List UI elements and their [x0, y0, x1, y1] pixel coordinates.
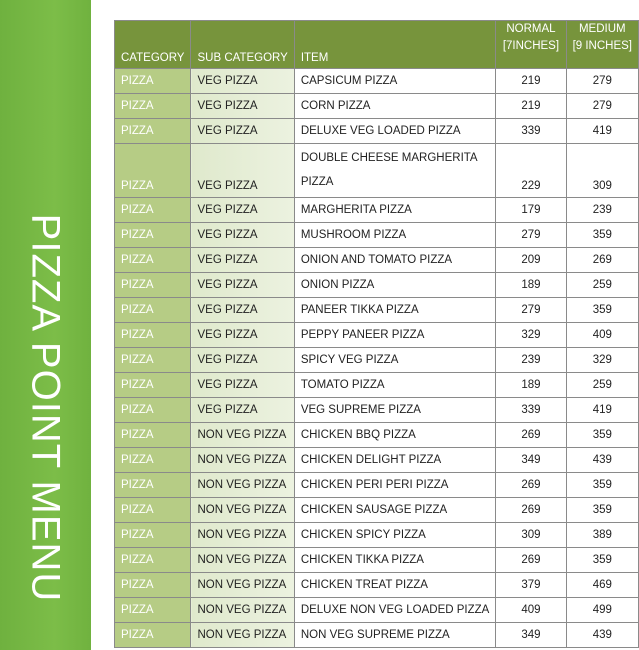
category-cell: PIZZA	[115, 523, 191, 548]
header-row	[115, 21, 639, 69]
sub-category-cell: VEG PIZZA	[191, 398, 294, 423]
table-row	[115, 623, 639, 648]
menu-table	[114, 20, 639, 648]
sub-category-cell: VEG PIZZA	[191, 373, 294, 398]
table-row	[115, 273, 639, 298]
header-normal-size: [7INCHES]	[502, 40, 560, 52]
medium-price-cell: 409	[566, 323, 638, 348]
category-cell: PIZZA	[115, 598, 191, 623]
normal-price-cell: 229	[496, 144, 566, 198]
sub-category-cell: NON VEG PIZZA	[191, 598, 294, 623]
category-cell: PIZZA	[115, 94, 191, 119]
item-cell: CHICKEN TIKKA PIZZA	[294, 548, 496, 573]
normal-price-cell: 219	[496, 94, 566, 119]
item-cell: CHICKEN BBQ PIZZA	[294, 423, 496, 448]
table-row	[115, 223, 639, 248]
sub-category-cell: NON VEG PIZZA	[191, 448, 294, 473]
item-cell: CORN PIZZA	[294, 94, 496, 119]
medium-price-cell: 359	[566, 423, 638, 448]
medium-price-cell: 359	[566, 223, 638, 248]
table-row	[115, 348, 639, 373]
table-row	[115, 473, 639, 498]
medium-price-cell: 279	[566, 94, 638, 119]
normal-price-cell: 209	[496, 248, 566, 273]
sub-category-cell: VEG PIZZA	[191, 144, 294, 198]
table-row	[115, 119, 639, 144]
table-row	[115, 573, 639, 598]
category-cell: PIZZA	[115, 198, 191, 223]
category-cell: PIZZA	[115, 323, 191, 348]
sub-category-cell: VEG PIZZA	[191, 119, 294, 144]
medium-price-cell: 499	[566, 598, 638, 623]
medium-price-cell: 309	[566, 144, 638, 198]
normal-price-cell: 349	[496, 623, 566, 648]
category-cell: PIZZA	[115, 298, 191, 323]
normal-price-cell: 309	[496, 523, 566, 548]
sub-category-cell: VEG PIZZA	[191, 273, 294, 298]
header-medium-label: MEDIUM	[578, 23, 626, 35]
item-cell: PANEER TIKKA PIZZA	[294, 298, 496, 323]
category-cell: PIZZA	[115, 144, 191, 198]
medium-price-cell: 359	[566, 548, 638, 573]
sub-category-cell: NON VEG PIZZA	[191, 623, 294, 648]
table-row	[115, 423, 639, 448]
normal-price-cell: 339	[496, 119, 566, 144]
sidebar-banner	[0, 0, 91, 650]
header-medium	[566, 21, 638, 69]
item-cell: MARGHERITA PIZZA	[294, 198, 496, 223]
category-cell: PIZZA	[115, 373, 191, 398]
normal-price-cell: 189	[496, 273, 566, 298]
medium-price-cell: 389	[566, 523, 638, 548]
item-cell: CHICKEN DELIGHT PIZZA	[294, 448, 496, 473]
category-cell: PIZZA	[115, 348, 191, 373]
medium-price-cell: 359	[566, 298, 638, 323]
table-row	[115, 598, 639, 623]
table-row	[115, 398, 639, 423]
medium-price-cell: 419	[566, 119, 638, 144]
medium-price-cell: 239	[566, 198, 638, 223]
item-cell: CHICKEN SAUSAGE PIZZA	[294, 498, 496, 523]
medium-price-cell: 279	[566, 69, 638, 94]
header-normal	[496, 21, 566, 69]
normal-price-cell: 189	[496, 373, 566, 398]
table-row	[115, 498, 639, 523]
category-cell: PIZZA	[115, 448, 191, 473]
table-row	[115, 323, 639, 348]
table-row	[115, 373, 639, 398]
medium-price-cell: 359	[566, 498, 638, 523]
item-cell: CAPSICUM PIZZA	[294, 69, 496, 94]
sub-category-cell: VEG PIZZA	[191, 348, 294, 373]
item-cell: TOMATO PIZZA	[294, 373, 496, 398]
category-cell: PIZZA	[115, 273, 191, 298]
sub-category-cell: VEG PIZZA	[191, 69, 294, 94]
medium-price-cell: 269	[566, 248, 638, 273]
sub-category-cell: NON VEG PIZZA	[191, 423, 294, 448]
menu-title: PIZZA POINT MENU	[23, 213, 68, 603]
table-row	[115, 198, 639, 223]
category-cell: PIZZA	[115, 498, 191, 523]
item-cell: DELUXE VEG LOADED PIZZA	[294, 119, 496, 144]
normal-price-cell: 269	[496, 498, 566, 523]
normal-price-cell: 279	[496, 223, 566, 248]
item-cell: PEPPY PANEER PIZZA	[294, 323, 496, 348]
table-row	[115, 523, 639, 548]
menu-body	[115, 69, 639, 648]
normal-price-cell: 269	[496, 423, 566, 448]
item-cell: NON VEG SUPREME PIZZA	[294, 623, 496, 648]
item-cell: CHICKEN SPICY PIZZA	[294, 523, 496, 548]
header-normal-label: NORMAL	[506, 23, 556, 35]
category-cell: PIZZA	[115, 223, 191, 248]
item-cell: CHICKEN PERI PERI PIZZA	[294, 473, 496, 498]
sub-category-cell: VEG PIZZA	[191, 198, 294, 223]
sub-category-cell: NON VEG PIZZA	[191, 498, 294, 523]
category-cell: PIZZA	[115, 119, 191, 144]
normal-price-cell: 339	[496, 398, 566, 423]
medium-price-cell: 439	[566, 448, 638, 473]
category-cell: PIZZA	[115, 573, 191, 598]
sub-category-cell: NON VEG PIZZA	[191, 573, 294, 598]
normal-price-cell: 269	[496, 548, 566, 573]
item-name-line-1: DOUBLE CHEESE MARGHERITA	[300, 152, 478, 164]
medium-price-cell: 439	[566, 623, 638, 648]
item-cell: CHICKEN TREAT PIZZA	[294, 573, 496, 598]
sub-category-cell: NON VEG PIZZA	[191, 548, 294, 573]
category-cell: PIZZA	[115, 398, 191, 423]
normal-price-cell: 239	[496, 348, 566, 373]
sub-category-cell: VEG PIZZA	[191, 298, 294, 323]
sub-category-cell: VEG PIZZA	[191, 94, 294, 119]
normal-price-cell: 279	[496, 298, 566, 323]
sub-category-cell: VEG PIZZA	[191, 323, 294, 348]
header-category: CATEGORY	[115, 21, 191, 69]
item-cell	[294, 144, 496, 198]
sub-category-cell: NON VEG PIZZA	[191, 473, 294, 498]
normal-price-cell: 219	[496, 69, 566, 94]
medium-price-cell: 469	[566, 573, 638, 598]
normal-price-cell: 379	[496, 573, 566, 598]
normal-price-cell: 269	[496, 473, 566, 498]
medium-price-cell: 259	[566, 373, 638, 398]
category-cell: PIZZA	[115, 548, 191, 573]
sub-category-cell: VEG PIZZA	[191, 248, 294, 273]
medium-price-cell: 419	[566, 398, 638, 423]
table-row	[115, 144, 639, 198]
category-cell: PIZZA	[115, 248, 191, 273]
item-cell: DELUXE NON VEG LOADED PIZZA	[294, 598, 496, 623]
item-cell: MUSHROOM PIZZA	[294, 223, 496, 248]
item-cell: VEG SUPREME PIZZA	[294, 398, 496, 423]
table-row	[115, 69, 639, 94]
medium-price-cell: 329	[566, 348, 638, 373]
header-medium-size: [9 INCHES]	[572, 40, 632, 52]
header-sub-category: SUB CATEGORY	[191, 21, 294, 69]
sub-category-cell: NON VEG PIZZA	[191, 523, 294, 548]
sub-category-cell: VEG PIZZA	[191, 223, 294, 248]
item-name-line-2: PIZZA	[300, 176, 334, 188]
table-row	[115, 248, 639, 273]
header-item: ITEM	[294, 21, 496, 69]
table-row	[115, 94, 639, 119]
normal-price-cell: 329	[496, 323, 566, 348]
category-cell: PIZZA	[115, 623, 191, 648]
category-cell: PIZZA	[115, 423, 191, 448]
normal-price-cell: 349	[496, 448, 566, 473]
table-row	[115, 298, 639, 323]
category-cell: PIZZA	[115, 473, 191, 498]
medium-price-cell: 359	[566, 473, 638, 498]
table-row	[115, 448, 639, 473]
normal-price-cell: 179	[496, 198, 566, 223]
category-cell: PIZZA	[115, 69, 191, 94]
medium-price-cell: 259	[566, 273, 638, 298]
normal-price-cell: 409	[496, 598, 566, 623]
item-cell: SPICY VEG PIZZA	[294, 348, 496, 373]
table-row	[115, 548, 639, 573]
item-cell: ONION PIZZA	[294, 273, 496, 298]
item-cell: ONION AND TOMATO PIZZA	[294, 248, 496, 273]
